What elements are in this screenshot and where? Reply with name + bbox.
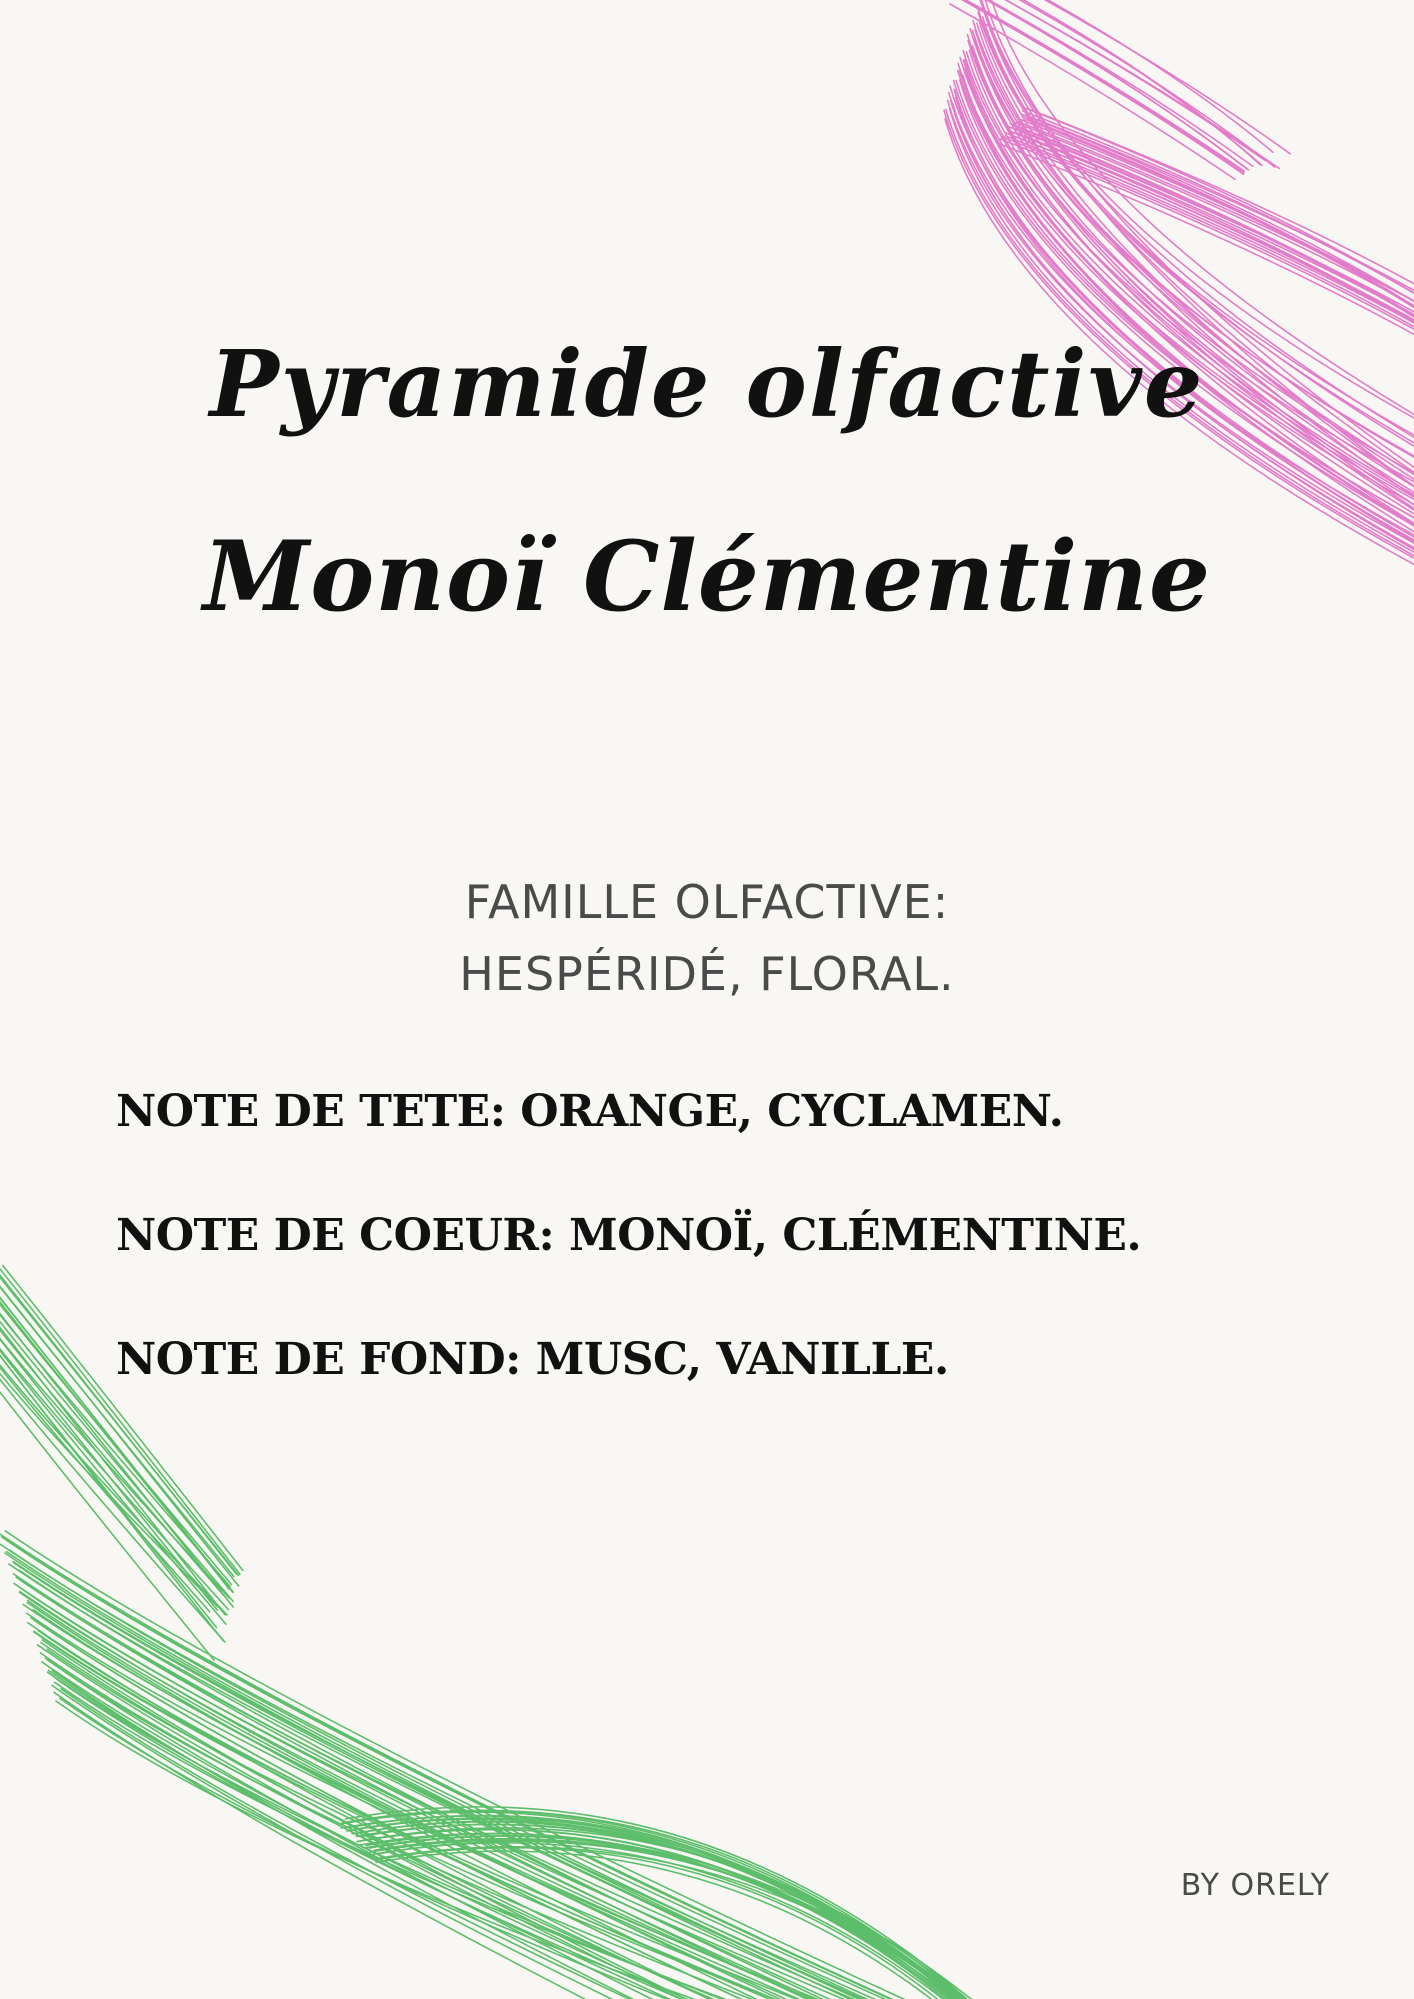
pink-stroke-line [1008,126,1414,316]
green-stroke-line [49,1670,953,1999]
green-stroke-line [0,1534,900,1999]
pink-stroke-line [965,60,1414,509]
pink-stroke-line [1023,115,1414,316]
green-stroke-line [13,1574,906,1999]
green-stroke-line [5,1553,904,1999]
green-stroke-line [23,1604,924,1999]
pink-stroke-line [968,40,1414,521]
green-stroke-line [14,1563,915,1999]
green-stroke-line [356,1824,978,1999]
green-stroke-line [28,1623,921,1999]
pink-stroke-line [1030,117,1414,305]
green-stroke-line [21,1580,921,1999]
green-stroke-line [34,1620,935,1999]
green-stroke-line [33,1610,918,1999]
pink-stroke-line [975,0,1253,166]
pink-stroke-line [965,68,1414,508]
pink-stroke-line [959,0,1244,171]
pink-stroke-line [960,71,1414,535]
green-stroke-line [360,1829,978,1999]
green-stroke-line [10,1550,905,1999]
green-stroke-line [359,1833,981,1999]
green-stroke-line [45,1658,930,1999]
green-stroke-line [363,1824,975,1999]
green-stroke-line [56,1701,947,1999]
green-stroke-line [0,1274,238,1575]
green-stroke-line [0,1278,234,1577]
pink-stroke-line [967,35,1414,514]
pink-stroke-line [960,80,1414,523]
green-stroke-line [38,1645,937,1999]
pink-stroke-line [960,57,1414,523]
green-stroke-line [0,1284,229,1589]
pink-stroke-line [1015,128,1414,320]
green-stroke-line [13,1561,912,1999]
green-stroke-line [14,1583,915,1999]
green-stroke-line [55,1682,941,1999]
note-de-tete: NOTE DE TETE: ORANGE, CYCLAMEN. [116,1086,1064,1137]
green-stroke-line [0,1283,239,1586]
pink-stroke-line [1001,139,1414,330]
green-stroke-line [341,1816,961,1999]
green-stroke-line [6,1552,906,1999]
green-stroke-line [54,1692,944,1999]
pink-stroke-line [1016,123,1414,316]
green-stroke-line [40,1653,944,1999]
pink-stroke-line [948,100,1414,544]
pink-stroke-line [1021,120,1414,309]
famille-olfactive [0,866,1414,1010]
green-stroke-line [47,1672,948,1999]
green-stroke-line [20,1592,911,1999]
pink-stroke-line [973,46,1414,511]
pink-stroke-line [963,60,1414,532]
pink-stroke-line [1015,132,1414,324]
green-stroke-line [27,1613,922,1999]
green-stroke-line [381,1841,983,1999]
pink-stroke-line [1010,124,1414,321]
green-stroke-line [27,1603,923,1999]
pink-stroke-line [993,0,1275,167]
author-credit: BY ORELY [1180,1868,1330,1903]
green-stroke-line [24,1590,917,1999]
famille-value: HESPÉRIDÉ, FLORAL. [459,947,955,1001]
green-stroke-line [0,1347,214,1660]
pink-stroke-line [970,0,1246,169]
pink-stroke-line [1005,136,1414,326]
pink-stroke-line [1009,0,1273,152]
green-stroke-line [60,1698,964,1999]
pink-stroke-line [1022,116,1414,313]
green-stroke-line [16,1577,915,1999]
green-stroke-line [376,1851,987,1999]
green-stroke-line [47,1649,945,1999]
pink-stroke-line [1018,122,1414,311]
green-stroke-line [351,1818,966,1999]
pink-stroke-line [1002,137,1414,328]
green-stroke-line [347,1819,965,1999]
green-stroke-line [374,1839,997,1999]
green-stroke-line [9,1564,906,1999]
green-stroke-line [349,1816,969,1999]
green-stroke-line [19,1592,910,1999]
title-pyramide-olfactive: Pyramide olfactive [209,330,1205,438]
green-stroke-line [357,1830,968,1999]
green-stroke-line [352,1822,968,1999]
green-stroke-line [365,1828,985,1999]
green-stroke-line [19,1570,912,1999]
green-stroke-line [0,1286,233,1593]
green-stroke-line [31,1618,916,1999]
pink-stroke-line [1026,120,1414,320]
pink-stroke-line [1006,133,1414,322]
green-stroke-line [374,1847,987,1999]
green-stroke-line [34,1631,930,1999]
green-stroke-line [379,1848,981,1999]
pink-stroke-line [992,0,1262,165]
pink-stroke-line [1008,130,1414,324]
note-de-fond: NOTE DE FOND: MUSC, VANILLE. [116,1334,949,1385]
green-stroke-line [369,1836,981,1999]
pink-stroke-line [954,90,1414,540]
green-stroke-line [340,1812,960,1999]
famille-label: FAMILLE OLFACTIVE: [464,875,950,929]
pink-stroke-line [1014,126,1414,323]
green-stroke-line [373,1843,988,1999]
green-stroke-line [52,1685,929,1999]
green-stroke-line [42,1662,921,1999]
pink-stroke-line [1031,110,1414,302]
green-stroke-line [61,1689,964,1999]
pink-stroke-line [1000,144,1414,334]
green-stroke-line [34,1632,921,1999]
pink-stroke-line [955,90,1414,547]
green-stroke-line [0,1343,225,1642]
green-stroke-line [28,1601,930,1999]
pink-stroke-line [1026,108,1414,309]
title-product-name: Monoï Clémentine [202,520,1212,633]
pink-stroke-line [949,93,1414,537]
green-stroke-line [52,1671,946,1999]
green-stroke-line [48,1660,929,1999]
green-stroke-line [42,1640,928,1999]
pink-stroke-line [969,50,1414,518]
green-stroke-line [7,1541,904,1999]
green-stroke-line [348,1810,964,1999]
green-stroke-line [346,1807,966,1998]
pink-stroke-line [954,80,1414,530]
pink-stroke-line [953,104,1414,550]
pink-stroke-line [958,70,1414,528]
pink-stroke-line [950,86,1414,544]
green-stroke-line [41,1642,921,1999]
pink-stroke-line [960,0,1243,174]
green-stroke-line [5,1531,905,1999]
pink-stroke-line [958,0,1244,173]
pink-stroke-line [1010,135,1414,326]
pink-stroke-line [956,97,1414,546]
note-de-coeur: NOTE DE COEUR: MONOÏ, CLÉMENTINE. [116,1210,1142,1261]
green-stroke-line [370,1840,992,1999]
pink-stroke-line [1000,0,1260,165]
green-stroke-line [342,1811,962,1999]
pink-stroke-line [1010,0,1291,154]
green-stroke-line [57,1679,930,1999]
pink-stroke-line [950,4,1235,179]
green-stroke-line [0,1269,240,1574]
pink-stroke-line [977,23,1414,511]
pink-stroke-line [990,0,1279,168]
green-stroke-line [356,1821,975,1999]
green-stroke-line [0,1271,236,1574]
green-stroke-line [365,1836,973,1999]
pink-stroke-line [976,0,1248,170]
pink-stroke-line [956,81,1414,524]
pink-stroke-line [951,100,1414,551]
green-stroke-line [366,1834,975,1999]
pink-stroke-line [980,0,1265,160]
pink-stroke-line [963,75,1414,540]
pink-stroke-line [958,64,1414,509]
pink-stroke-line [1023,111,1414,301]
green-stroke-line [2,1537,902,1999]
green-stroke-line [0,1544,900,1999]
green-stroke-line [3,1266,243,1571]
green-stroke-line [38,1631,941,1999]
